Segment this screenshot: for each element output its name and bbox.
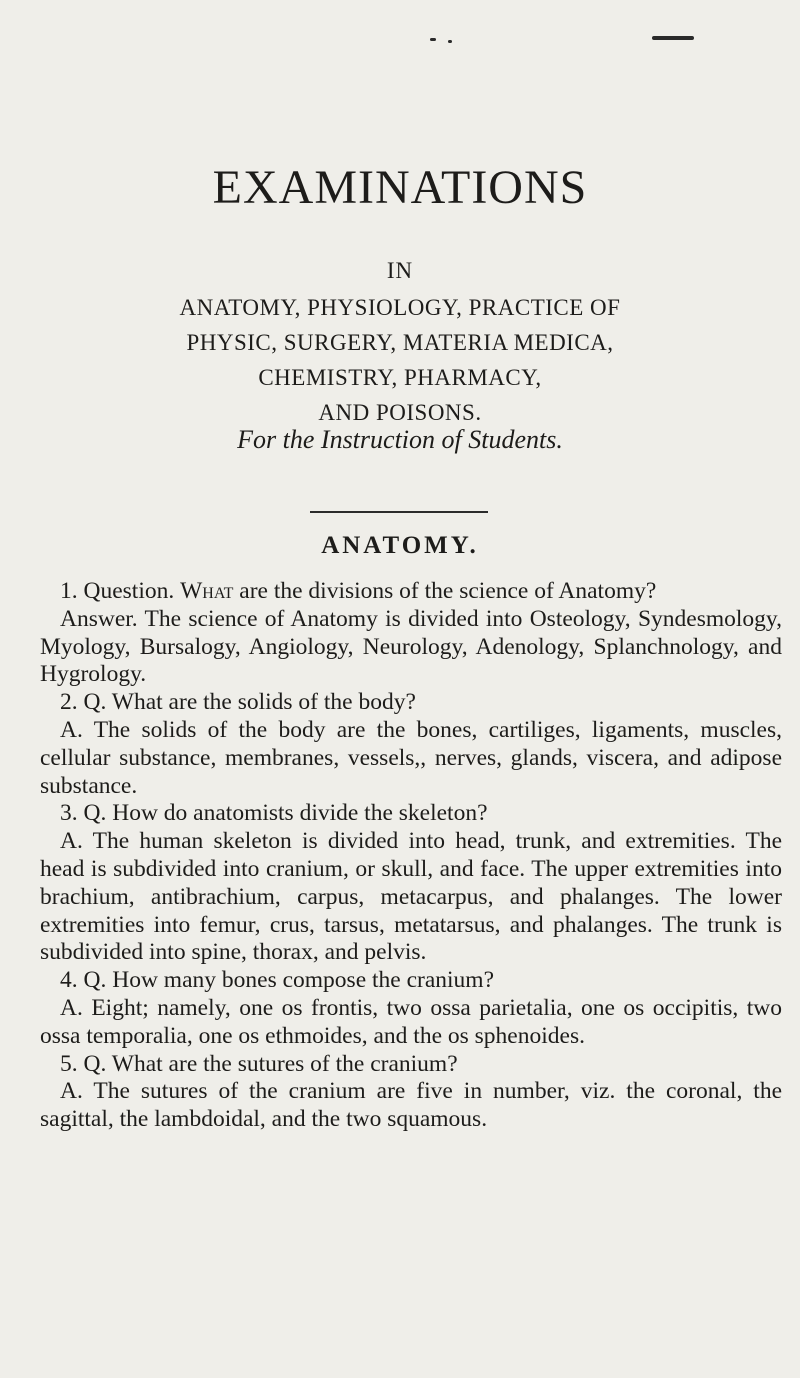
entry-lead: 4. Q.: [60, 967, 113, 994]
subjects-line: ANATOMY, PHYSIOLOGY, PRACTICE OF: [179, 295, 621, 320]
entry-text: The science of Anatomy is divided into Osteology, Syndesmology, Myology, Bursalogy, Angiology, Neurology, Adenology, Splanchnology, and Hygrology.: [40, 605, 782, 688]
scan-mark: [430, 38, 436, 41]
title-connector: IN: [386, 258, 414, 283]
question-3: [60, 800, 782, 828]
question-2: [60, 689, 782, 717]
entry-lead: A.: [60, 828, 93, 855]
qa-body: [40, 578, 782, 1134]
entry-text: are the divisions of the science of Anatomy?: [233, 578, 657, 604]
scan-mark: [652, 36, 694, 40]
first-word: What: [180, 578, 234, 604]
answer-5: [40, 1078, 782, 1134]
subjects-line: PHYSIC, SURGERY, MATERIA MEDICA,: [186, 330, 614, 355]
answer-3: [40, 828, 782, 967]
entry-lead: A.: [60, 994, 92, 1021]
answer-2: [40, 717, 782, 800]
entry-lead: A.: [60, 716, 94, 743]
entry-text: The human skeleton is divided into head, trunk, and extremities. The head is subdivided into cranium, or skull, and face. The upper extremities into brachium, antibrachium, carpus, metacarpus, and phalanges. The lower extremities into femur, crus, tarsus, metatarsus, and phalanges. The trunk is subdivided into spine, thorax, and pelvis.: [40, 828, 782, 966]
page-title: EXAMINATIONS: [212, 161, 588, 214]
entry-text: How many bones compose the cranium?: [112, 967, 495, 994]
question-1: [60, 578, 782, 606]
answer-1: [40, 606, 782, 689]
entry-text: The sutures of the cranium are five in number, viz. the coronal, the sagittal, the lambdoidal, and the two squamous.: [40, 1078, 783, 1133]
answer-4: [40, 995, 782, 1051]
instruction-line: For the Instruction of Students.: [237, 425, 563, 454]
entry-lead: A.: [60, 1078, 94, 1105]
divider-rule: [310, 511, 488, 513]
subjects-list: [0, 290, 800, 430]
question-5: [60, 1051, 782, 1079]
entry-lead: 5. Q.: [60, 1050, 112, 1077]
question-4: [60, 967, 782, 995]
entry-lead: 3. Q.: [60, 800, 113, 827]
entry-text: How do anatomists divide the skeleton?: [112, 800, 488, 827]
entry-text: What are the sutures of the cranium?: [111, 1050, 458, 1077]
subjects-line: CHEMISTRY, PHARMACY,: [258, 365, 542, 390]
entry-text: Eight; namely, one os frontis, two ossa parietalia, one os occipitis, two ossa temporalia, one os ethmoides, and the os sphenoides.: [40, 994, 782, 1049]
entry-text: What are the solids of the body?: [111, 689, 416, 716]
entry-text: The solids of the body are the bones, cartiliges, ligaments, muscles, cellular substance, membranes, vessels,, nerves, glands, viscera, and adipose substance.: [40, 716, 783, 799]
entry-lead: 2. Q.: [60, 689, 112, 716]
section-heading: ANATOMY.: [321, 532, 479, 559]
subjects-line: AND POISONS.: [318, 400, 482, 425]
entry-lead: Answer.: [60, 605, 145, 632]
scan-mark: [448, 40, 452, 43]
entry-lead: 1. Question.: [60, 578, 181, 604]
